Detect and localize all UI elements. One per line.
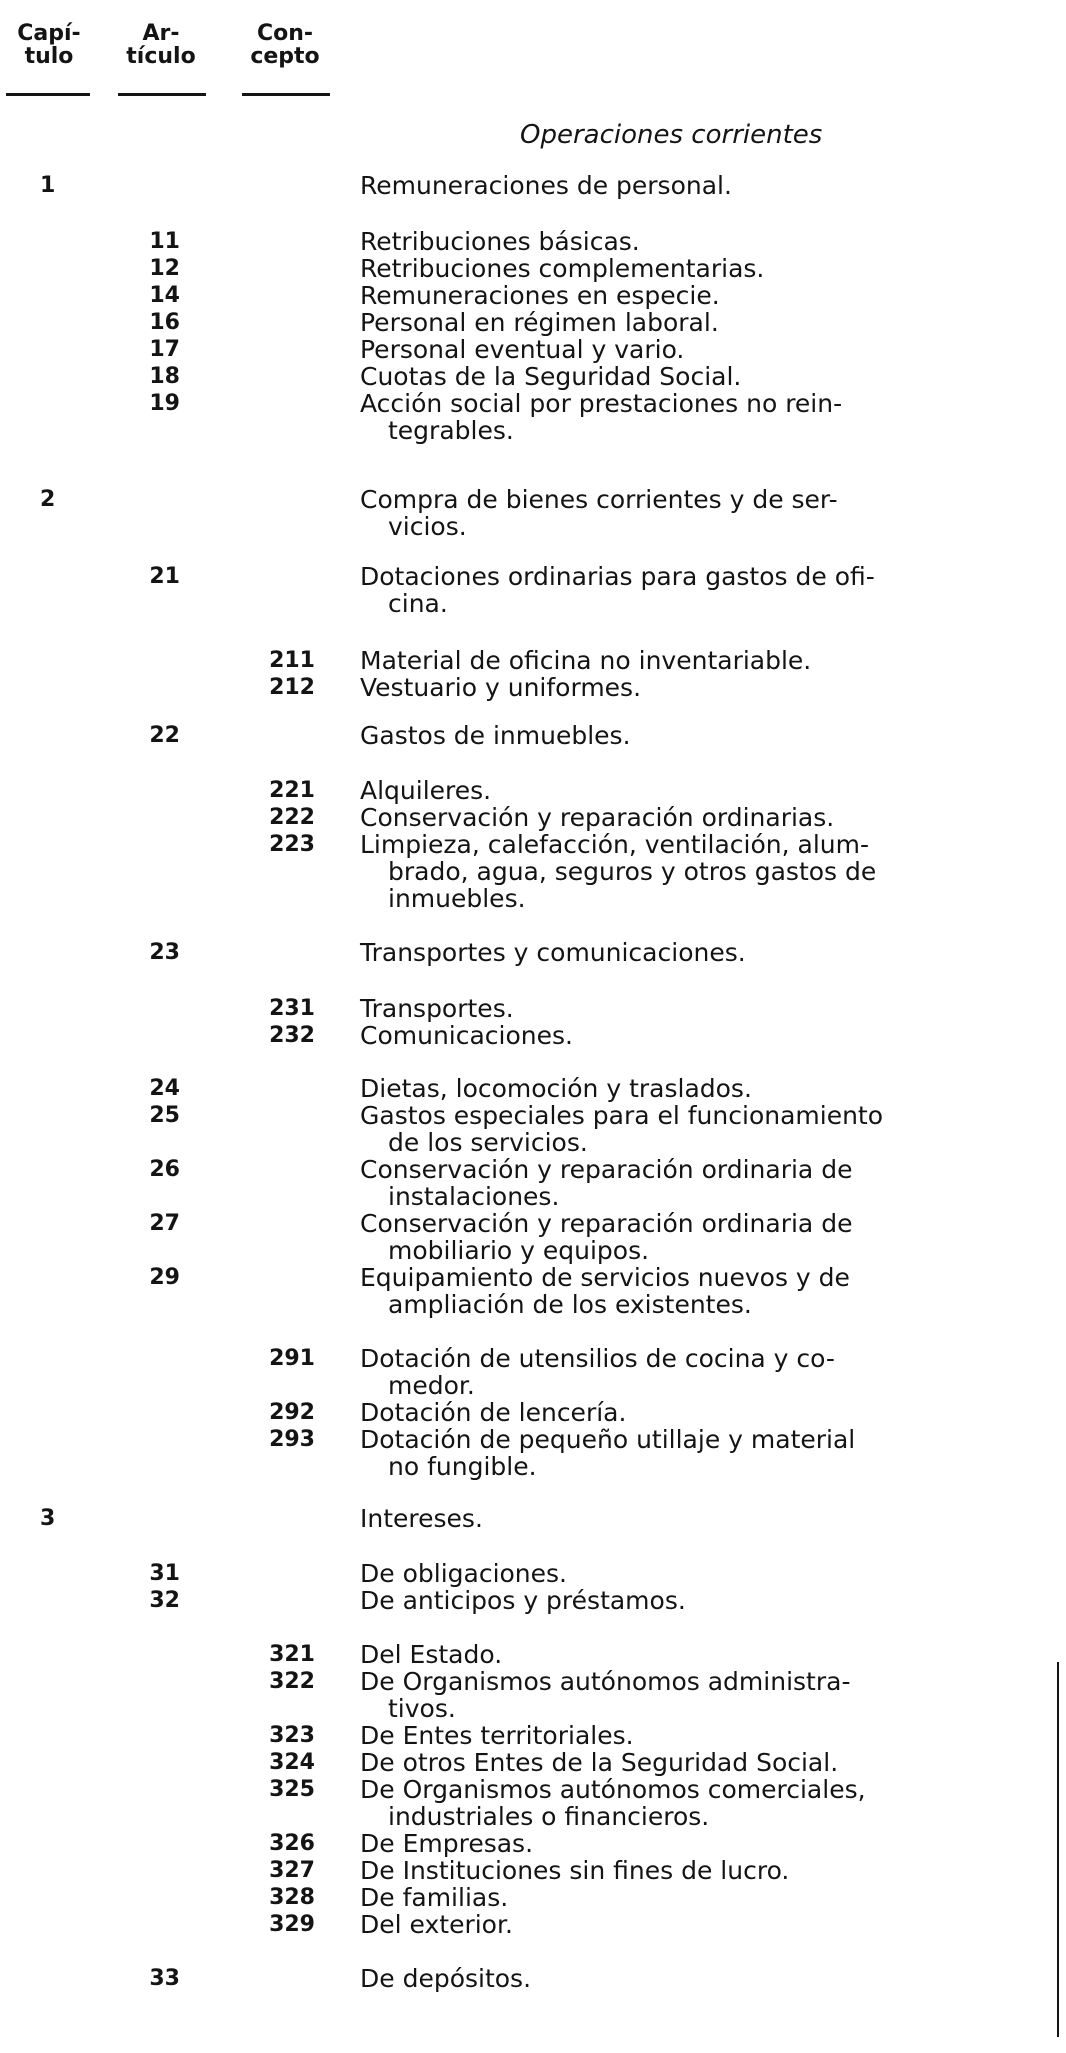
concepto-code: 326 [269,1831,315,1856]
concepto-code: 221 [269,778,315,803]
header-concepto-line2: cepto [250,44,320,69]
description-line: Conservación y reparación ordinaria de [360,1155,853,1184]
item-description [360,1210,1010,1264]
item-description [360,1884,1010,1911]
item-description [360,255,1010,282]
capitulo-code: 1 [40,173,56,198]
item-description [360,647,1010,674]
concepto-code: 325 [269,1777,315,1802]
item-description [360,390,1010,444]
description-line: Limpieza, calefacción, ventilación, alum- [360,830,869,859]
header-articulo [116,22,206,68]
description-line: Retribuciones complementarias. [360,254,765,283]
description-line: brado, agua, seguros y otros gastos de [388,857,877,886]
description-line: Retribuciones básicas. [360,227,640,256]
concepto-code: 321 [269,1642,315,1667]
description-line: Conservación y reparación ordinaria de [360,1209,853,1238]
description-line: ampliación de los existentes. [388,1290,752,1319]
concepto-code: 292 [269,1400,315,1425]
description-line: instalaciones. [388,1182,560,1211]
concepto-code: 324 [269,1750,315,1775]
description-line: Comunicaciones. [360,1021,573,1050]
description-line: De Empresas. [360,1829,534,1858]
description-line: De obligaciones. [360,1559,568,1588]
description-line: no fungible. [388,1452,537,1481]
item-description [360,1156,1010,1210]
description-line: Transportes. [360,994,514,1023]
item-description [360,228,1010,255]
item-description [360,1560,1010,1587]
articulo-code: 21 [149,564,180,589]
description-line: Acción social por prestaciones no rein- [360,389,843,418]
description-line: De familias. [360,1883,509,1912]
articulo-code: 12 [149,256,180,281]
concepto-code: 322 [269,1669,315,1694]
description-line: de los servicios. [388,1128,588,1157]
description-line: Dotaciones ordinarias para gastos de ofi- [360,562,875,591]
header-concepto [240,22,330,68]
concepto-code: 231 [269,996,315,1021]
header-capitulo-line1: Capí- [17,21,81,46]
item-description [360,1587,1010,1614]
articulo-code: 17 [149,337,180,362]
articulo-code: 23 [149,940,180,965]
item-description [360,1722,1010,1749]
item-description [360,1641,1010,1668]
articulo-code: 11 [149,229,180,254]
description-line: De Instituciones sin fines de lucro. [360,1856,790,1885]
concepto-code: 211 [269,648,315,673]
item-description [360,674,1010,701]
description-line: Material de oficina no inventariable. [360,646,812,675]
item-description [360,777,1010,804]
header-articulo-line1: Ar- [142,21,180,46]
description-line: industriales o financieros. [388,1802,710,1831]
description-line: tegrables. [388,416,514,445]
articulo-code: 27 [149,1211,180,1236]
concepto-code: 291 [269,1346,315,1371]
articulo-code: 31 [149,1561,180,1586]
concepto-code: 293 [269,1427,315,1452]
articulo-code: 18 [149,364,180,389]
articulo-code: 26 [149,1157,180,1182]
capitulo-code: 2 [40,487,56,512]
articulo-code: 19 [149,391,180,416]
description-line: Compra de bienes corrientes y de ser- [360,485,838,514]
description-line: Gastos especiales para el funcionamiento [360,1101,884,1130]
item-description [360,363,1010,390]
description-line: Dotación de utensilios de cocina y co- [360,1344,835,1373]
concepto-code: 232 [269,1023,315,1048]
description-line: vicios. [388,512,467,541]
concepto-code: 222 [269,805,315,830]
articulo-code: 14 [149,283,180,308]
description-line: tivos. [388,1694,456,1723]
description-line: Vestuario y uniformes. [360,673,642,702]
item-description [360,1776,1010,1830]
item-description [360,1075,1010,1102]
concepto-code: 323 [269,1723,315,1748]
description-line: De otros Entes de la Seguridad Social. [360,1748,839,1777]
description-line: De depósitos. [360,1964,532,1993]
description-line: Transportes y comunicaciones. [360,938,746,967]
header-rule-articulo [118,93,206,96]
header-rule-concepto [242,93,330,96]
description-line: cina. [388,589,448,618]
item-description [360,1857,1010,1884]
concepto-code: 212 [269,675,315,700]
concepto-code: 329 [269,1912,315,1937]
item-description [360,1965,1010,1992]
header-articulo-line2: tículo [126,44,196,69]
articulo-code: 29 [149,1265,180,1290]
description-line: Cuotas de la Seguridad Social. [360,362,742,391]
item-description [360,1830,1010,1857]
description-line: Dotación de lencería. [360,1398,627,1427]
item-description [360,1345,1010,1399]
item-description [360,563,1010,617]
articulo-code: 25 [149,1103,180,1128]
description-line: Remuneraciones de personal. [360,171,732,200]
item-description [360,722,1010,749]
description-line: Intereses. [360,1504,483,1533]
item-description [360,1102,1010,1156]
description-line: Alquileres. [360,776,492,805]
articulo-code: 16 [149,310,180,335]
articulo-code: 24 [149,1076,180,1101]
description-line: Personal eventual y vario. [360,335,685,364]
concepto-code: 328 [269,1885,315,1910]
description-line: De Entes territoriales. [360,1721,634,1750]
item-description [360,1911,1010,1938]
item-description [360,995,1010,1022]
section-title: Operaciones corrientes [520,120,823,150]
item-description [360,282,1010,309]
item-description [360,172,1010,199]
articulo-code: 33 [149,1966,180,1991]
header-rule-capitulo [6,93,90,96]
description-line: Dotación de pequeño utillaje y material [360,1425,856,1454]
description-line: Dietas, locomoción y traslados. [360,1074,752,1103]
item-description [360,1426,1010,1480]
articulo-code: 32 [149,1588,180,1613]
item-description [360,1505,1010,1532]
item-description [360,1749,1010,1776]
capitulo-code: 3 [40,1506,56,1531]
description-line: Remuneraciones en especie. [360,281,720,310]
item-description [360,309,1010,336]
item-description [360,486,1010,540]
description-line: Equipamiento de servicios nuevos y de [360,1263,850,1292]
header-capitulo-line2: tulo [24,44,74,69]
description-line: Gastos de inmuebles. [360,721,631,750]
concepto-code: 327 [269,1858,315,1883]
item-description [360,1668,1010,1722]
description-line: De Organismos autónomos administra- [360,1667,851,1696]
item-description [360,1022,1010,1049]
articulo-code: 22 [149,723,180,748]
item-description [360,336,1010,363]
description-line: Del Estado. [360,1640,503,1669]
item-description [360,1399,1010,1426]
margin-rule [1057,1662,1059,2037]
concepto-code: 223 [269,832,315,857]
item-description [360,831,1010,912]
description-line: De anticipos y préstamos. [360,1586,686,1615]
item-description [360,939,1010,966]
header-concepto-line1: Con- [256,21,314,46]
description-line: mobiliario y equipos. [388,1236,650,1265]
description-line: De Organismos autónomos comerciales, [360,1775,866,1804]
description-line: Conservación y reparación ordinarias. [360,803,835,832]
header-capitulo [8,22,90,68]
description-line: Personal en régimen laboral. [360,308,719,337]
item-description [360,804,1010,831]
description-line: inmuebles. [388,884,526,913]
item-description [360,1264,1010,1318]
description-line: Del exterior. [360,1910,513,1939]
description-line: medor. [388,1371,475,1400]
